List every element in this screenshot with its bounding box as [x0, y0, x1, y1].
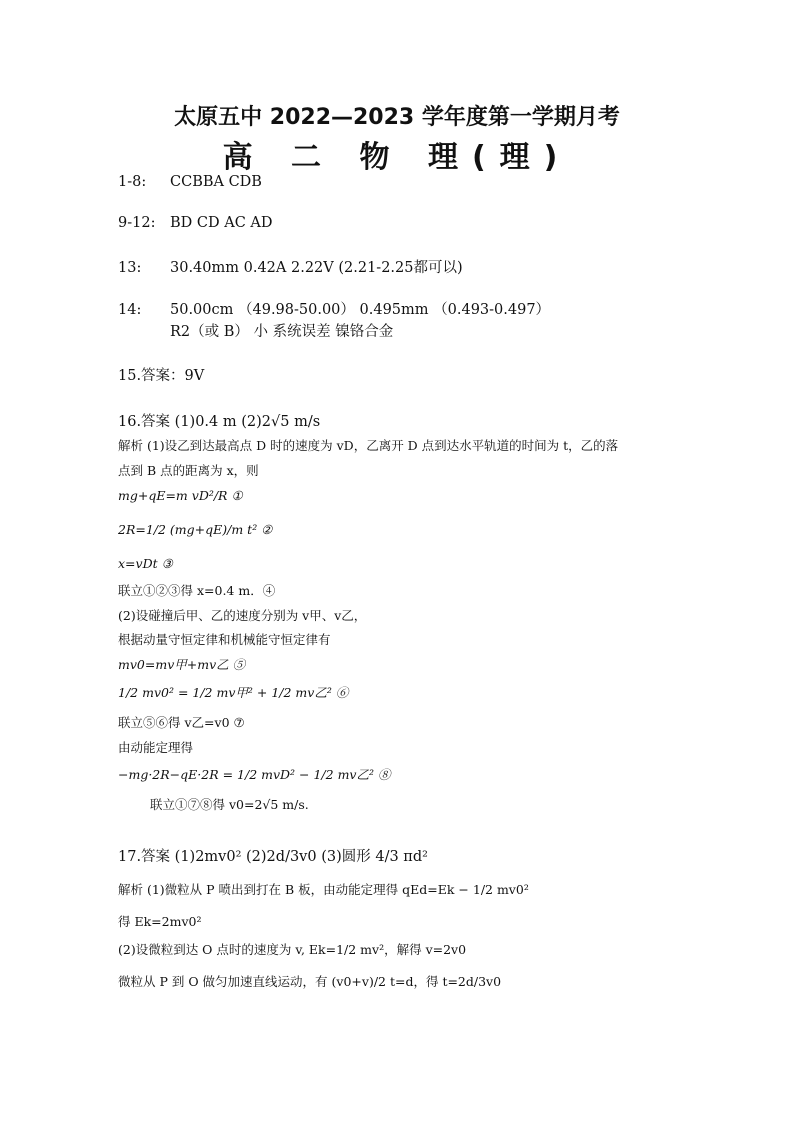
- answer-16-title: 16.答案 (1)0.4 m (2)2√5 m/s: [118, 414, 321, 430]
- answer-16-eq4: 联立①②③得 x=0.4 m．④: [118, 583, 276, 598]
- answer-14-line2: R2（或 B） 小 系统误差 镍铬合金: [170, 324, 394, 340]
- answer-16-eq2: 2R=1/2 (mg+qE)/m t² ②: [118, 522, 273, 537]
- answer-17-title: 17.答案 (1)2mv0² (2)2d/3v0 (3)圆形 4/3 πd²: [118, 849, 428, 865]
- answer-16-analysis2: 点到 B 点的距离为 x，则: [118, 463, 259, 478]
- page-title: 太原五中 2022—2023 学年度第一学期月考: [174, 105, 620, 130]
- answer-17-a1: 解析 (1)微粒从 P 喷出到打在 B 板，由动能定理得 qEd=Ek − 1/2 mv0²: [118, 882, 529, 897]
- answer-16-eq7: 联立⑤⑥得 v乙=v0 ⑦: [118, 715, 245, 730]
- answer-16-eq9: 联立①⑦⑧得 v0=2√5 m/s.: [150, 797, 309, 812]
- answer-14: 14: 50.00cm （49.98-50.00） 0.495mm （0.493-0.497）: [118, 302, 551, 318]
- answer-16-eq1: mg+qE=m vD²/R ①: [118, 488, 243, 503]
- answer-16-eq8a: 由动能定理得: [118, 740, 194, 755]
- answer-16-part2b: 根据动量守恒定律和机械能守恒定律有: [118, 632, 331, 647]
- answer-16-eq8: −mg·2R−qE·2R = 1/2 mvD² − 1/2 mv乙² ⑧: [118, 767, 391, 782]
- answer-9-12: 9-12: BD CD AC AD: [118, 215, 273, 231]
- answer-15: 15.答案：9V: [118, 368, 205, 384]
- page-subtitle: 高 二 物 理(理): [222, 140, 572, 175]
- answer-16-analysis1: 解析 (1)设乙到达最高点 D 时的速度为 vD，乙离开 D 点到达水平轨道的时间为 t，乙的落: [118, 438, 619, 453]
- answer-16-eq3: x=vDt ③: [118, 556, 173, 571]
- answer-17-a3: (2)设微粒到达 O 点时的速度为 v, Ek=1/2 mv²，解得 v=2v0: [118, 942, 467, 957]
- answer-16-eq5: mv0=mv甲+mv乙 ⑤: [118, 657, 246, 672]
- answer-16-part2a: (2)设碰撞后甲、乙的速度分别为 v甲、v乙，: [118, 608, 367, 623]
- answer-16-eq6: 1/2 mv0² = 1/2 mv甲² + 1/2 mv乙² ⑥: [118, 685, 349, 700]
- answer-1-8: 1-8: CCBBA CDB: [118, 174, 262, 190]
- answer-17-a2: 得 Ek=2mv0²: [118, 914, 202, 929]
- answer-17-a4: 微粒从 P 到 O 做匀加速直线运动，有 (v0+v)/2 t=d，得 t=2d/3v0: [118, 974, 502, 989]
- answer-13: 13: 30.40mm 0.42A 2.22V (2.21-2.25都可以): [118, 260, 463, 276]
